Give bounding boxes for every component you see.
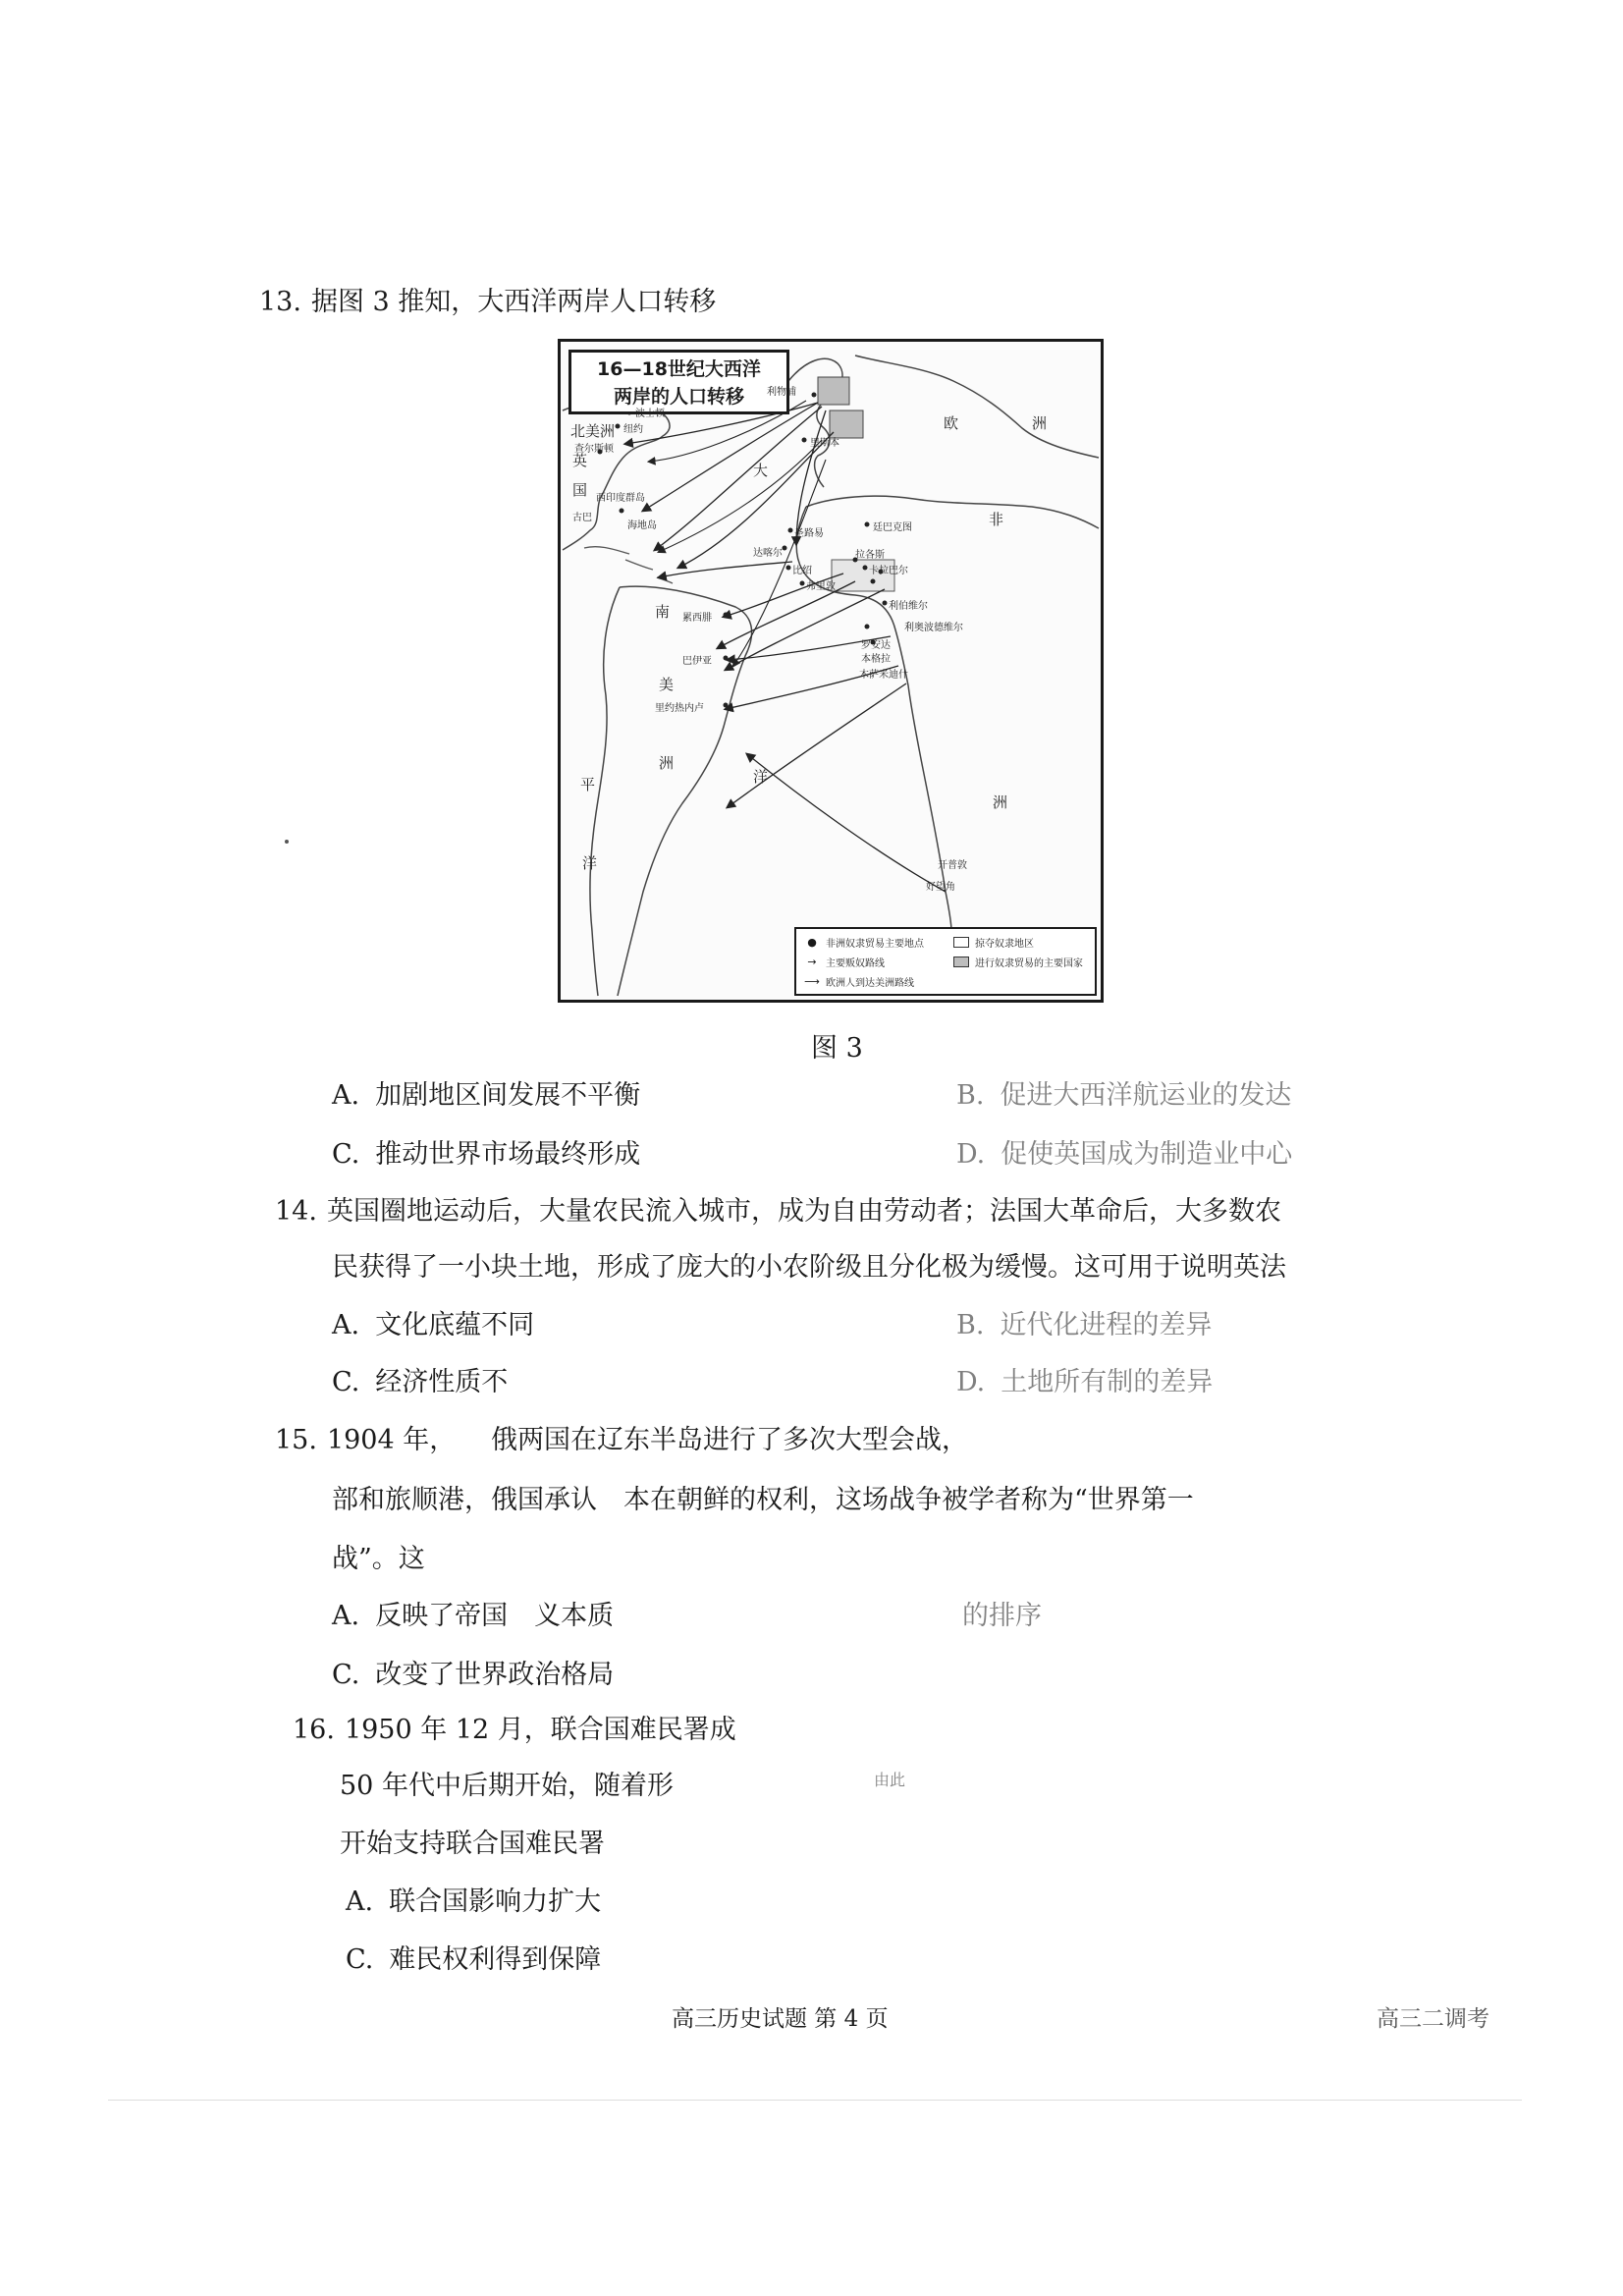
question-16-stem-line2: 50 年代中后期开始，随着形 — [340, 1771, 674, 1801]
dot-icon: ● — [807, 936, 817, 949]
label-zhou-south: 洲 — [659, 754, 675, 772]
question-16-stem-line3: 开始支持联合国难民署 — [340, 1829, 605, 1859]
question-15-stem-line2: 部和旅顺港，俄国承认 本在朝鲜的权利，这场战争被学者称为“世界第一 — [332, 1485, 1194, 1515]
option-letter: A. — [332, 1310, 360, 1340]
place-new-york: 纽约 — [623, 424, 643, 435]
empty-swatch-icon — [953, 937, 969, 948]
question-16-stem-line1 — [293, 1715, 736, 1746]
place-saint-louis: 圣路易 — [794, 528, 824, 539]
legend-item-european-routes: ⟶ 欧洲人到达美洲路线 — [802, 974, 914, 989]
place-lisbon: 里斯本 — [810, 438, 839, 449]
q15-option-a — [332, 1601, 614, 1632]
place-mocamedes: 木萨米迪什 — [859, 670, 908, 681]
option-letter: A. — [346, 1886, 374, 1917]
option-letter: B. — [956, 1080, 985, 1111]
place-cuba: 古巴 — [572, 513, 592, 523]
option-letter: A. — [332, 1601, 360, 1631]
label-north-america: 北美洲 — [570, 422, 616, 440]
option-letter: C. — [332, 1660, 360, 1690]
label-zhou-europe: 洲 — [1032, 414, 1048, 432]
question-number: 16. — [293, 1715, 335, 1745]
label-guo: 国 — [572, 481, 588, 499]
label-fei: 非 — [989, 511, 1004, 528]
option-text: 改变了世界政治格局 — [375, 1660, 615, 1690]
place-bissau: 比绍 — [792, 566, 812, 576]
option-letter: D. — [956, 1139, 986, 1170]
option-text: 促进大西洋航运业的发达 — [1000, 1080, 1292, 1111]
q14-option-b — [956, 1310, 1212, 1341]
place-cape-of-good-hope: 好望角 — [926, 882, 955, 893]
slave-trading-country-britain — [818, 377, 849, 405]
question-text: 1950 年 12 月，联合国难民署成 — [344, 1715, 736, 1745]
option-text: 反映了帝国 义本质 — [375, 1601, 615, 1631]
figure-caption: 图 3 — [811, 1033, 863, 1064]
page-footer: 高三历史试题 第 4 页 — [672, 2006, 889, 2032]
place-rio: 里约热内卢 — [655, 703, 704, 714]
label-ou: 欧 — [944, 414, 959, 432]
q15-option-b-fragment: 的排序 — [962, 1601, 1042, 1631]
place-cape-town: 开普敦 — [938, 860, 967, 871]
migration-map — [558, 339, 1104, 1003]
option-text: 经济性质不 — [375, 1367, 509, 1397]
option-letter: A. — [332, 1080, 360, 1111]
option-text: 推动世界市场最终形成 — [375, 1139, 641, 1170]
q15-option-c — [332, 1660, 614, 1691]
legend-item-capture-region: 掠夺奴隶地区 — [953, 935, 1034, 950]
option-text: 促使英国成为制造业中心 — [1001, 1139, 1293, 1170]
legend-item-trade-points: ● 非洲奴隶贸易主要地点 — [802, 935, 924, 950]
question-number: 14. — [275, 1196, 317, 1227]
option-text: 联合国影响力扩大 — [389, 1886, 602, 1917]
place-calabar: 卡拉巴尔 — [869, 566, 908, 576]
place-freetown: 弗里敦 — [806, 581, 836, 592]
map-legend — [794, 927, 1097, 996]
question-15-stem-line3: 战”。这 — [332, 1544, 425, 1574]
question-14-stem-line1 — [275, 1196, 1281, 1228]
bottom-divider — [108, 2100, 1522, 2101]
place-bahia: 巴伊亚 — [682, 656, 712, 667]
question-13-stem — [259, 287, 716, 318]
question-text: 英国圈地运动后，大量农民流入城市，成为自由劳动者；法国大革命后，大多数农 — [326, 1196, 1281, 1227]
map-title — [568, 350, 789, 414]
arrow-right-icon: → — [807, 956, 817, 968]
option-letter: C. — [332, 1367, 360, 1397]
question-14-stem-line2: 民获得了一小块土地，形成了庞大的小农阶级且分化极为缓慢。这可用于说明英法 — [332, 1252, 1286, 1283]
question-number: 15. — [275, 1425, 317, 1455]
option-letter: D. — [956, 1367, 986, 1397]
question-number: 13. — [259, 287, 301, 317]
south-america-coast — [590, 586, 752, 996]
shaded-swatch-icon — [953, 957, 969, 967]
corner-mark: 高三二调考 — [1377, 2006, 1489, 2032]
scan-speck — [285, 840, 289, 844]
place-haiti: 海地岛 — [627, 520, 657, 531]
place-timbuktu: 廷巴克图 — [873, 522, 912, 533]
place-dakar: 达喀尔 — [753, 548, 783, 559]
option-text: 土地所有制的差异 — [1001, 1367, 1214, 1397]
q16-option-a — [346, 1886, 601, 1918]
option-text: 文化底蕴不同 — [375, 1310, 535, 1340]
option-letter: B. — [956, 1310, 985, 1340]
place-libreville: 利伯维尔 — [889, 601, 928, 612]
arrow-thin-icon: ⟶ — [804, 975, 820, 988]
option-letter: C. — [332, 1139, 360, 1170]
q13-option-d — [956, 1139, 1292, 1171]
label-mei: 美 — [659, 676, 675, 693]
place-leopoldville: 利奥波德维尔 — [904, 623, 963, 633]
q14-option-d — [956, 1367, 1213, 1398]
label-da: 大 — [753, 462, 769, 479]
q13-option-b — [956, 1080, 1291, 1112]
place-recife: 累西腓 — [682, 613, 712, 624]
place-boston: 波士顿 — [635, 409, 665, 419]
q13-option-c — [332, 1139, 640, 1171]
question-text-year: 1904 年， — [326, 1425, 457, 1455]
option-text: 加剧地区间发展不平衡 — [375, 1080, 641, 1111]
q14-option-a — [332, 1310, 534, 1341]
option-letter: C. — [346, 1944, 374, 1975]
q16-option-c — [346, 1944, 601, 1976]
legend-item-slave-routes: → 主要贩奴路线 — [802, 955, 885, 969]
map-title-line2: 两岸的人口转移 — [613, 386, 744, 408]
label-ping: 平 — [580, 776, 596, 793]
label-zhou-africa: 洲 — [993, 793, 1008, 811]
place-benguela: 本格拉 — [861, 654, 891, 665]
place-charleston: 查尔斯顿 — [574, 444, 614, 455]
label-ying: 英 — [572, 452, 588, 469]
question-text: 据图 3 推知，大西洋两岸人口转移 — [310, 287, 717, 317]
label-nan: 南 — [655, 603, 671, 621]
question-15-stem-line1b: 俄两国在辽东半岛进行了多次大型会战， — [491, 1425, 968, 1455]
question-15-stem-line1 — [275, 1425, 456, 1456]
place-west-indies: 西印度群岛 — [596, 493, 645, 504]
label-yang-pacific: 洋 — [582, 854, 598, 872]
legend-item-trading-country: 进行奴隶贸易的主要国家 — [953, 955, 1083, 969]
map-title-line1: 16—18世纪大西洋 — [597, 358, 761, 380]
q14-option-c — [332, 1367, 508, 1398]
place-liverpool: 利物浦 — [767, 387, 796, 398]
label-yang: 洋 — [753, 768, 769, 786]
option-text: 近代化进程的差异 — [1000, 1310, 1213, 1340]
place-lagos: 拉各斯 — [855, 550, 885, 561]
place-luanda: 罗安达 — [861, 640, 891, 651]
option-text: 难民权利得到保障 — [389, 1944, 602, 1975]
q13-option-a — [332, 1080, 640, 1112]
question-16-stem-line2-tail: 由此 — [874, 1771, 906, 1789]
